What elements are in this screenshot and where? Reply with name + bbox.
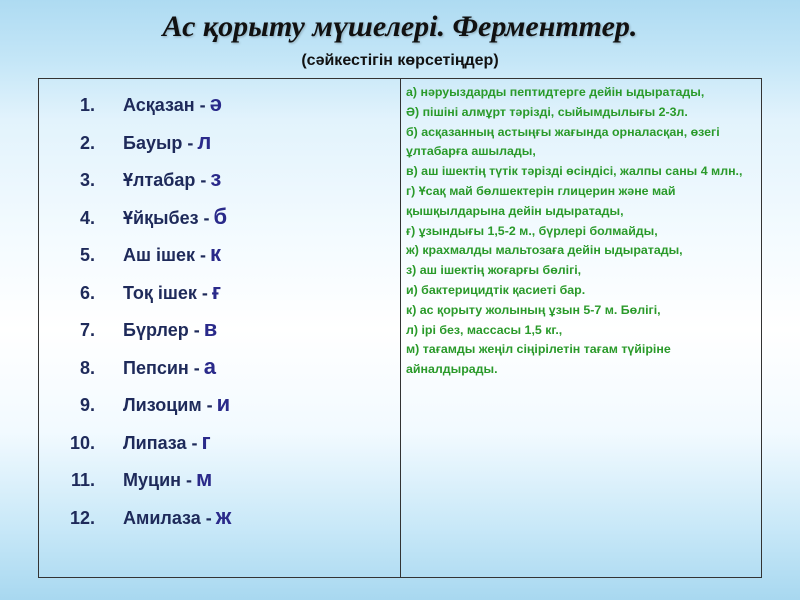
item-text: Ұлтабар - — [123, 170, 207, 190]
slide-title: Ас қорыту мүшелері. Ферменттер. — [162, 10, 638, 43]
organs-enzymes-column — [39, 79, 401, 577]
list-item — [39, 348, 400, 386]
description-item: Ә) пішіні алмұрт тәрізді, сыйымдылығы 2-3л. — [406, 104, 688, 119]
descriptions-column — [401, 79, 761, 577]
item-text: Амилаза - — [123, 507, 212, 528]
description-item: г) Ұсақ май бөлшектерін глицерин және май қышқылдарына дейін ыдыратады, — [406, 183, 676, 218]
description-item: з) аш ішектің жоғарғы бөлігі, — [406, 263, 582, 278]
item-answer: г — [201, 428, 211, 454]
item-answer: в — [203, 316, 218, 341]
item-text: Бауыр - — [123, 132, 194, 153]
description-item: и) бактерицидтік қасиеті бар. — [406, 282, 586, 297]
item-number: 2. — [79, 132, 95, 153]
item-answer: л — [197, 128, 212, 154]
item-answer: а — [203, 353, 217, 379]
list-item — [39, 85, 400, 123]
item-number: 3. — [79, 170, 95, 190]
item-text: Липаза - — [123, 432, 198, 453]
description-item: м) тағамды жеңіл сіңірілетін тағам түйіріне айналдырады. — [406, 342, 671, 377]
item-number: 8. — [79, 357, 95, 378]
description-item: в) аш ішектің түтік тәрізді өсіндісі, жалпы саны 4 млн., — [406, 164, 743, 179]
item-text: Лизоцим - — [123, 395, 213, 415]
item-text: Аш ішек - — [123, 245, 207, 265]
item-number: 7. — [79, 320, 95, 340]
item-number: 5. — [79, 245, 95, 265]
list-item — [39, 310, 400, 348]
item-number: 10. — [69, 432, 95, 453]
item-answer: м — [196, 466, 213, 491]
item-number: 9. — [79, 395, 95, 415]
list-item — [39, 460, 400, 498]
item-text: Бүрлер - — [123, 320, 200, 340]
item-answer: ж — [215, 503, 232, 529]
item-number: 11. — [70, 470, 95, 490]
list-item — [39, 123, 400, 161]
list-item — [39, 273, 400, 311]
list-item — [39, 198, 400, 236]
item-number: 1. — [79, 95, 95, 115]
description-item: ғ) ұзындығы 1,5-2 м., бүрлері болмайды, — [406, 223, 658, 238]
list-item — [39, 385, 400, 423]
item-answer: к — [210, 241, 222, 266]
item-text: Ұйқыбез - — [123, 207, 210, 228]
item-number: 6. — [79, 282, 95, 303]
description-item: к) ас қорыту жолының ұзын 5-7 м. Бөлігі, — [406, 302, 661, 317]
description-item: л) ірі без, массасы 1,5 кг., — [406, 322, 563, 337]
description-item: а) нәруыздарды пептидтерге дейін ыдыратады, — [406, 85, 705, 99]
item-text: Асқазан - — [123, 95, 206, 115]
item-text: Пепсин - — [123, 357, 200, 378]
item-answer: ә — [209, 91, 222, 116]
description-item: ж) крахмалды мальтозаға дейін ыдыратады, — [406, 243, 683, 258]
list-item — [39, 160, 400, 198]
item-number: 12. — [69, 507, 95, 528]
item-answer: з — [210, 166, 222, 191]
list-item — [39, 498, 400, 536]
description-item: б) асқазанның астыңғы жағында орналасқан, өзегі ұлтабарға ашылады, — [406, 124, 720, 159]
item-answer: б — [213, 203, 228, 229]
item-text: Муцин - — [123, 470, 193, 490]
item-number: 4. — [79, 207, 95, 228]
item-answer: и — [216, 391, 231, 416]
list-item — [39, 423, 400, 461]
slide-subtitle: (сәйкестігін көрсетіңдер) — [301, 52, 499, 69]
list-item — [39, 235, 400, 273]
item-text: Тоқ ішек - — [123, 282, 208, 303]
matching-table — [38, 78, 762, 578]
item-answer: ғ — [211, 278, 222, 304]
